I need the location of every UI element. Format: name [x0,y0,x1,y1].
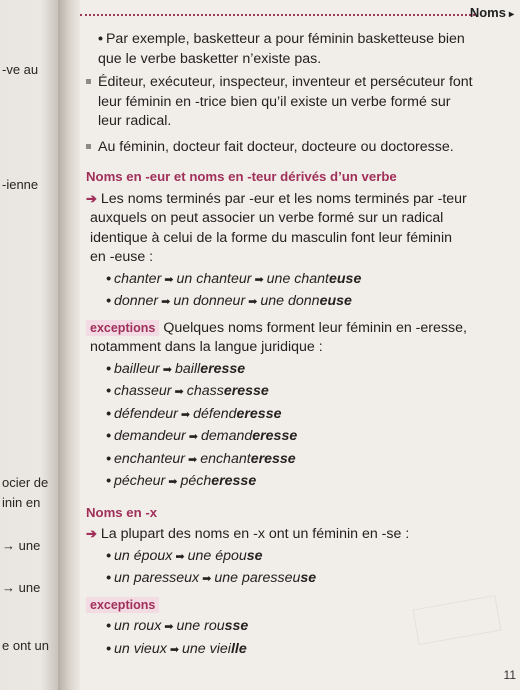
example-feminine-ending: eresse [252,428,298,444]
example-masculine: un donneur [173,293,246,309]
arrow-right-icon: ➡ [187,453,198,466]
header-arrow-icon: ▸ [508,9,514,20]
left-page-text-fragment: -ve au [2,62,39,77]
example-line: • défendeur ➡ défenderesse [106,405,282,422]
eresse-examples-list [86,360,490,493]
example-masculine: pécheur [113,473,166,489]
arrow-right-icon: ➡ [162,363,172,376]
left-page-text-fragment: -ienne [2,177,39,192]
example-masculine: un chanteur [176,270,252,287]
example-feminine-stem: défend [193,405,237,422]
example-feminine-stem: baill [174,360,201,377]
example-feminine-stem: demand [200,428,253,444]
example-line: • demandeur ➡ demanderesse [106,428,298,444]
rule-eur: ➔ Les noms terminés par -eur et les noms terminés par -teur auxquels on peut associer un verbe formé sur un radical identique à celui de la forme du masculin font leur féminin en -euse : [86,190,467,265]
example-line: • bailleur ➡ bailleresse [106,360,246,377]
example-line: • un vieux ➡ une vieille [106,640,247,657]
header-dotted-rule [80,14,475,16]
left-page-text-fragment: e ont un [2,638,49,653]
example-masculine: demandeur [113,428,186,444]
example-masculine: défendeur [113,405,178,422]
example-feminine-ending: sse [224,618,249,634]
arrow-right-icon: ➡ [202,573,212,585]
example-feminine-stem: une paresseu [214,570,301,586]
example-verb: donner [113,293,159,309]
example-feminine-ending: eresse [200,360,246,377]
example-line: • enchanteur ➡ enchanteresse [106,450,296,467]
example-line: • pécheur ➡ pécheresse [106,473,257,489]
book-gutter [58,0,80,690]
section-title-x: Noms en -x [86,504,158,520]
example-line: • donner ➡ un donneur ➡ une donneuse [106,293,352,309]
example-line: • chanter ➡ un chanteur ➡ une chanteuse [106,270,362,287]
arrow-right-icon: ➡ [164,621,174,633]
example-line: • un paresseux ➡ une paresseuse [106,570,317,586]
intro-trice-note: Éditeur, exécuteur, inspecteur, inventeur et persécuteur font leur féminin en -trice bien qu’il existe un verbe formé sur leur radical. [86,73,490,132]
example-feminine-stem: une viei [182,640,231,657]
example-feminine-stem: péch [180,473,212,489]
rule-arrow-icon: ➔ [86,190,97,206]
arrow-right-icon: ➡ [254,273,264,286]
example-feminine-ending: se [246,547,263,564]
exceptions-eresse: exceptions Quelques noms forment leur féminin en -eresse, notamment dans la langue juridique : [86,319,490,358]
rule-arrow-icon: ➔ [86,526,97,541]
left-page-text-fragment: inin en [2,495,41,510]
example-masculine: chasseur [113,383,172,399]
example-verb: chanter [113,270,162,287]
arrow-right-icon: ➡ [168,476,178,488]
example-feminine-stem: une donn [260,293,320,309]
page-content [86,30,490,660]
running-header [470,5,514,20]
intro-example: • Par exemple, basketteur a pour féminin basketteuse bien que le verbe basketter n’existe pas. [98,31,465,67]
example-line: • un époux ➡ une épouse [106,547,263,564]
eur-examples-list [86,270,490,313]
square-bullet-icon [86,144,91,149]
example-feminine-ending: eresse [250,450,296,467]
square-bullet-icon [86,79,91,84]
running-header-title: Noms [469,5,506,20]
page-number: 11 [503,668,516,682]
left-page-text-fragment: → une [2,538,41,553]
example-line: • chasseur ➡ chasseresse [106,383,269,399]
left-page-text-fragment: → une [2,580,41,595]
arrow-right-icon: ➡ [174,386,184,398]
arrow-right-icon: ➡ [248,296,258,308]
example-masculine: enchanteur [113,450,185,467]
example-feminine-ending: se [300,570,317,586]
example-feminine-stem: une rou [176,618,225,634]
example-feminine-ending: euse [329,270,362,287]
example-feminine-ending: lle [230,640,247,657]
exceptions-badge: exceptions [86,320,159,336]
left-facing-page [0,0,58,690]
x-examples-list [86,547,490,590]
arrow-right-icon: ➡ [161,296,171,308]
arrow-right-icon: ➡ [175,550,185,563]
example-feminine-stem: chass [186,383,224,399]
arrow-right-icon: ➡ [188,431,198,443]
example-line: • un roux ➡ une rousse [106,618,249,634]
exceptions-badge: exceptions [86,597,159,613]
example-feminine-stem: enchant [200,450,251,467]
example-masculine: un paresseux [113,570,200,586]
rule-x: ➔ La plupart des noms en -x ont un féminin en -se : [86,526,410,542]
arrow-right-icon: ➡ [164,273,174,286]
right-page [80,0,520,690]
arrow-right-icon: ➡ [180,408,191,421]
intro-docteur-note: Au féminin, docteur fait docteur, docteure ou doctoresse. [86,138,490,158]
example-feminine-ending: eresse [236,405,282,422]
example-feminine-stem: une chant [266,270,329,287]
example-feminine-ending: eresse [223,383,269,399]
example-masculine: bailleur [113,360,160,377]
section-title-eur: Noms en -eur et noms en -teur dérivés d’un verbe [86,169,397,184]
example-feminine-stem: une épou [187,547,247,564]
example-feminine-ending: eresse [211,473,257,489]
arrow-right-icon: ➡ [169,643,180,656]
example-feminine-ending: euse [319,293,352,309]
example-masculine: un vieux [113,640,167,657]
left-page-text-fragment: ocier de [2,475,49,490]
example-masculine: un époux [113,547,173,564]
example-masculine: un roux [113,618,162,634]
